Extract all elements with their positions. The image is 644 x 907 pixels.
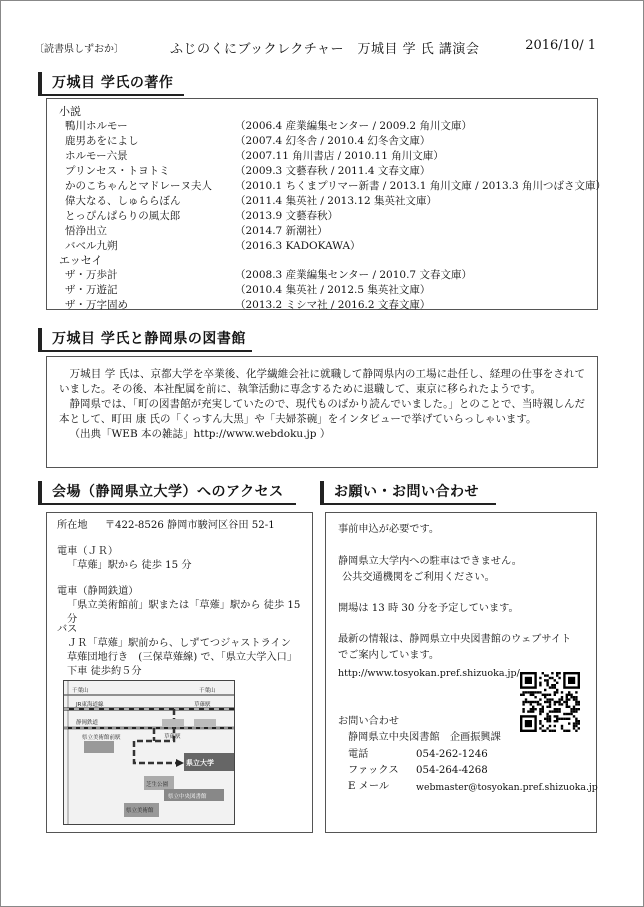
shizutetsu-label: 電車（静岡鉄道） bbox=[57, 586, 139, 597]
shizutetsu-text: 「県立美術館前」駅または「草薙」駅から 徒歩 15 分 bbox=[67, 600, 301, 625]
novel-row bbox=[65, 208, 605, 222]
library-text bbox=[59, 367, 585, 442]
work-title: バベル九朔 bbox=[65, 240, 118, 252]
map-shizutetsu-label: 静岡鉄道 bbox=[76, 720, 99, 726]
work-publication: （2016.3 KADOKAWA） bbox=[235, 240, 361, 252]
work-title: ザ・万字固め bbox=[65, 299, 128, 311]
map-road-label-1: 千葉山 bbox=[72, 688, 89, 694]
novel-row bbox=[65, 133, 605, 147]
qr-code-icon[interactable] bbox=[520, 672, 580, 732]
work-publication: （2011.4 集英社 / 2013.12 集英社文庫） bbox=[235, 195, 438, 207]
work-title: とっぴんぱらりの風太郎 bbox=[65, 210, 181, 222]
notice-2a: 静岡県立大学内への駐車はできません。 bbox=[338, 556, 522, 567]
bus-line-2: 草薙団地行き (三保草薙線) で、「県立大学入口」 bbox=[67, 652, 298, 663]
website-link[interactable]: http://www.tosyokan.pref.shizuoka.jp/ bbox=[338, 668, 520, 679]
work-publication: （2008.3 産業編集センター / 2010.7 文春文庫） bbox=[235, 269, 472, 281]
notice-2b: 公共交通機関をご利用ください。 bbox=[342, 572, 495, 583]
access-section-title: 会場（静岡県立大学）へのアクセス bbox=[38, 481, 296, 505]
novel-row bbox=[65, 193, 605, 207]
email-address[interactable]: webmaster@tosyokan.pref.shizuoka.jp bbox=[416, 782, 598, 793]
access-map-svg bbox=[64, 681, 234, 824]
work-title: 鴨川ホルモー bbox=[65, 120, 128, 132]
access-map bbox=[63, 680, 235, 825]
essay-row bbox=[65, 267, 605, 281]
event-date: 2016/10/ 1 bbox=[525, 38, 596, 53]
map-museum-station-label: 県立美術館前駅 bbox=[82, 735, 121, 741]
work-publication: （2013.9 文藝春秋） bbox=[235, 210, 339, 222]
event-title: ふじのくにブックレクチャー 万城目 学 氏 講演会 bbox=[170, 42, 480, 57]
bus-label: バス bbox=[57, 624, 78, 635]
work-title: プリンセス・トヨトミ bbox=[65, 165, 170, 177]
tel-label: 電話 bbox=[348, 749, 369, 760]
work-title: かのこちゃんとマドレーヌ夫人 bbox=[65, 180, 212, 192]
work-title: ザ・万遊記 bbox=[65, 284, 118, 296]
access-bus bbox=[57, 623, 304, 679]
essay-row bbox=[65, 297, 605, 311]
novel-row bbox=[65, 148, 605, 162]
access-jr bbox=[57, 545, 304, 573]
access-address bbox=[57, 519, 304, 533]
work-publication: （2010.4 集英社 / 2012.5 集英社文庫） bbox=[235, 284, 431, 296]
work-publication: （2010.1 ちくまプリマー新書 / 2013.1 角川文庫 / 2013.3 角川つばさ文庫） bbox=[235, 180, 607, 192]
map-university-label: 県立大学 bbox=[186, 759, 214, 767]
work-title: ザ・万歩計 bbox=[65, 269, 118, 281]
map-road-label-2: 千葉山 bbox=[199, 688, 216, 694]
work-publication: （2007.11 角川書店 / 2010.11 角川文庫） bbox=[235, 150, 444, 162]
works-box bbox=[46, 98, 607, 311]
work-publication: （2006.4 産業編集センター / 2009.2 角川文庫） bbox=[235, 120, 472, 132]
work-publication: （2007.4 幻冬舎 / 2010.4 幻冬舎文庫） bbox=[235, 135, 431, 147]
header bbox=[34, 36, 614, 60]
library-box bbox=[46, 356, 598, 468]
access-shizutetsu bbox=[57, 585, 304, 627]
work-title: 鹿男あをによし bbox=[65, 135, 139, 147]
works-section-title: 万城目 学氏の著作 bbox=[38, 72, 184, 96]
library-para-1: 万城目 学 氏は、京都大学を卒業後、化学繊維会社に就職して静岡県内の工場に赴任し、経理の仕事をされていました。その後、本社配属を前に、執筆活動に専念するために退職して、東京に移られたようです。 bbox=[59, 368, 585, 395]
novel-row bbox=[65, 178, 605, 192]
map-library-label: 県立中央図書館 bbox=[168, 794, 207, 800]
map-museum-label: 県立美術館 bbox=[126, 808, 154, 814]
essay-row bbox=[65, 282, 605, 296]
map-museum-station-block bbox=[84, 741, 114, 753]
novel-row bbox=[65, 163, 605, 177]
map-park-label: 芝生公園 bbox=[146, 782, 169, 788]
work-publication: （2009.3 文藝春秋 / 2011.4 文春文庫） bbox=[235, 165, 431, 177]
map-kusanagi-shizutetsu-label: 草薙駅 bbox=[164, 734, 181, 740]
address-label: 所在地 bbox=[57, 520, 88, 531]
notice-4a: 最新の情報は、静岡県立中央図書館のウェブサイト bbox=[338, 634, 572, 645]
novel-row bbox=[65, 118, 605, 132]
map-kusanagi-jr-label: 草薙駅 bbox=[194, 702, 211, 708]
novel-row bbox=[65, 238, 605, 252]
tel-number: 054-262-1246 bbox=[416, 749, 488, 760]
novel-label: 小説 bbox=[59, 105, 81, 118]
novel-row bbox=[65, 223, 605, 237]
contact-section-title: お願い・お問い合わせ bbox=[320, 481, 496, 505]
essay-label: エッセイ bbox=[59, 254, 103, 267]
bus-line-3: 下車 徒歩約５分 bbox=[67, 666, 142, 677]
jr-text: 「草薙」駅から 徒歩 15 分 bbox=[67, 560, 192, 571]
library-section-title: 万城目 学氏と静岡県の図書館 bbox=[38, 328, 252, 352]
work-title: 悟浄出立 bbox=[65, 225, 107, 237]
notice-1: 事前申込が必要です。 bbox=[338, 524, 440, 535]
inquiry-org: 静岡県立中央図書館 企画振興課 bbox=[348, 732, 501, 743]
email-label: E メール bbox=[348, 781, 390, 792]
work-publication: （2014.7 新潮社） bbox=[235, 225, 328, 237]
library-para-2: 静岡県では、「町の図書館が充実していたので、現代ものばかり読んでいました。」とのことで、当時親しんだ本として、町田 康 氏の「くっすん大黒」や「夫婦茶碗」をインタビューで挙げていらっしゃいます。 bbox=[59, 398, 585, 425]
work-title: 偉大なる、しゅららぼん bbox=[65, 195, 181, 207]
work-title: ホルモー六景 bbox=[65, 150, 128, 162]
organization: 〔読書県しずおか〕 bbox=[34, 44, 124, 55]
map-jr-label: JR東海道線 bbox=[76, 702, 104, 708]
fax-number: 054-264-4268 bbox=[416, 765, 488, 776]
address-text: 〒422-8526 静岡市駿河区谷田 52-1 bbox=[104, 520, 275, 531]
notice-4b: でご案内しています。 bbox=[338, 650, 440, 661]
notice-3: 開場は 13 時 30 分を予定しています。 bbox=[338, 603, 519, 614]
work-publication: （2013.2 ミシマ社 / 2016.2 文春文庫） bbox=[235, 299, 431, 311]
jr-label: 電車（ＪＲ） bbox=[57, 546, 119, 557]
library-source: （出典「WEB 本の雑誌」http://www.webdoku.jp ） bbox=[69, 428, 331, 440]
bus-line-1: ＪＲ「草薙」駅前から、しずてつジャストライン bbox=[67, 638, 291, 649]
inquiry-label: お問い合わせ bbox=[338, 716, 400, 727]
fax-label: ファックス bbox=[348, 765, 399, 776]
